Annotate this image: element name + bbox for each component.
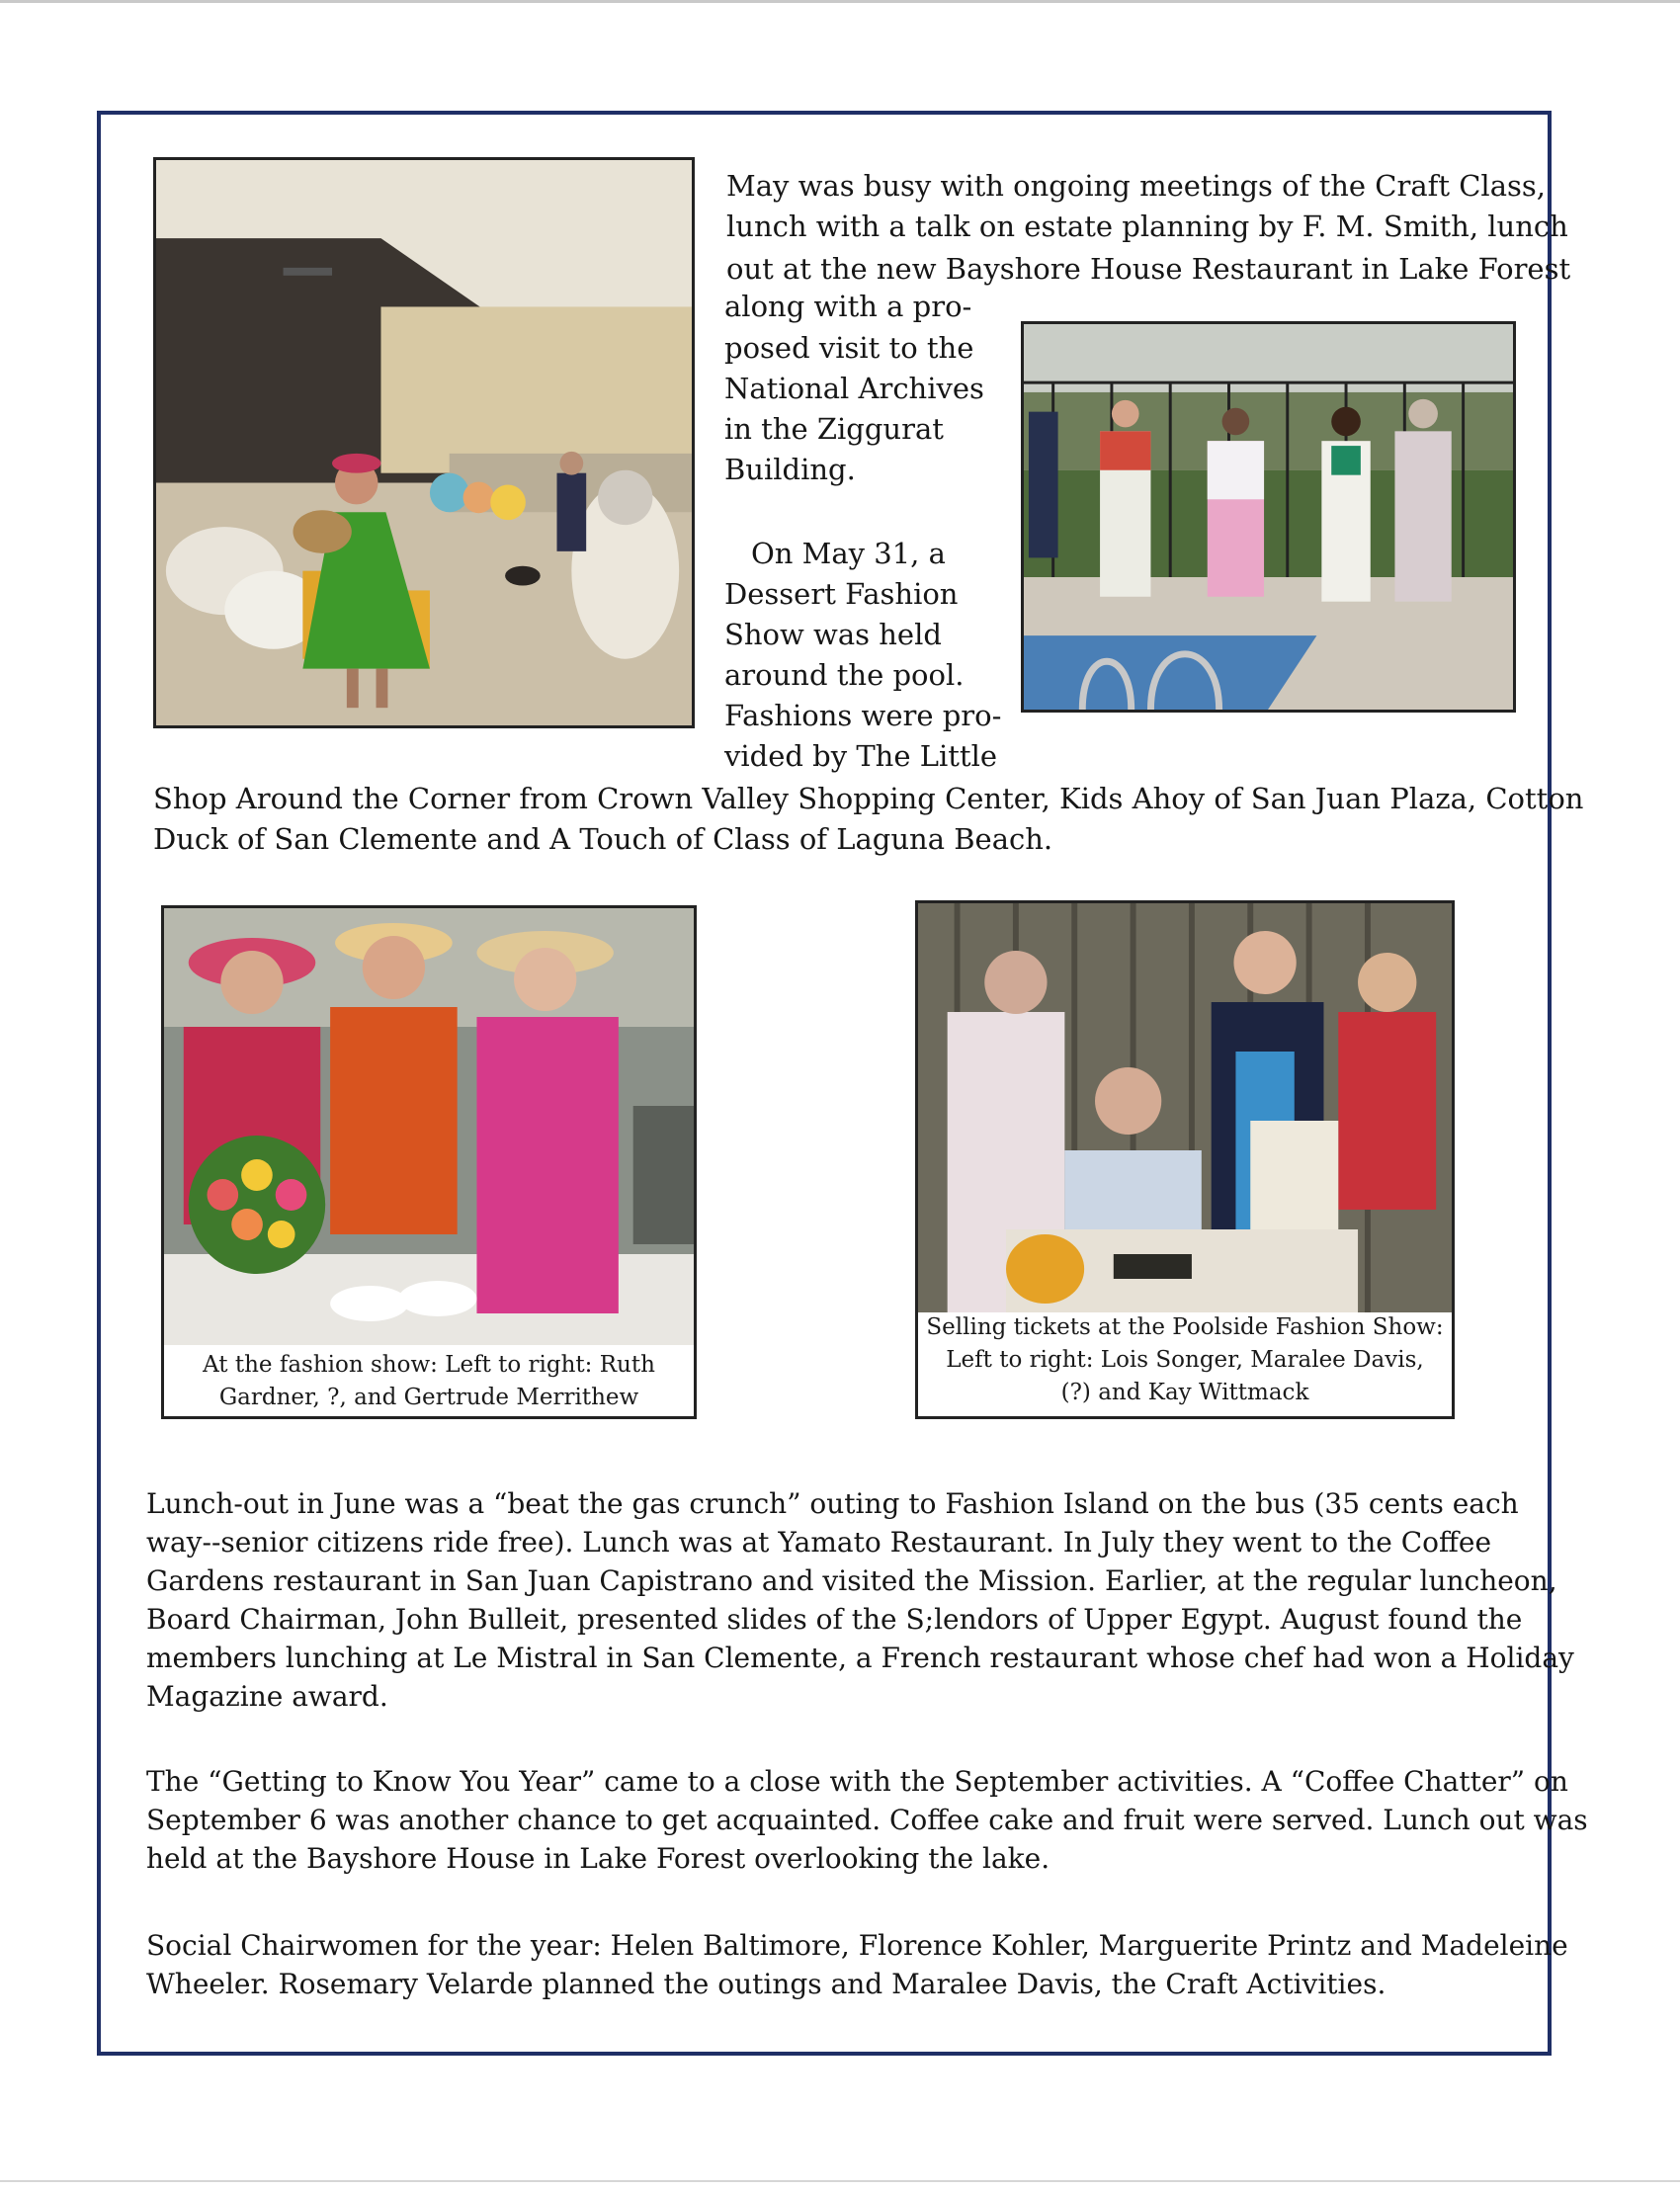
june-line: Gardens restaurant in San Juan Capistrano and visited the Mission. Earlier, at the regular luncheon, [146, 1564, 1557, 1597]
june-line: members lunching at Le Mistral in San Clemente, a French restaurant whose chef had won a Holiday [146, 1642, 1574, 1674]
intro-line: Building. [724, 453, 856, 486]
may31-line: On May 31, a [751, 537, 946, 570]
caption-right [918, 1311, 1452, 1409]
june-line: Lunch-out in June was a “beat the gas crunch” outing to Fashion Island on the bus (35 cents each [146, 1487, 1519, 1520]
may31-line: Fashions were pro- [724, 699, 1002, 732]
june-line: way--senior citizens ride free). Lunch was at Yamato Restaurant. In July they went to the Coffee [146, 1526, 1492, 1559]
shops-line: Shop Around the Corner from Crown Valley Shopping Center, Kids Ahoy of San Juan Plaza, Cotton [153, 782, 1584, 815]
intro-line: along with a pro- [724, 290, 972, 323]
caption-right-line: Selling tickets at the Poolside Fashion Show: [926, 1314, 1444, 1340]
intro-line: in the Ziggurat [724, 412, 944, 446]
caption-left-line: Gardner, ?, and Gertrude Merrithew [218, 1385, 639, 1410]
scan-edge-top [0, 0, 1680, 3]
photo-patio-luncheon [153, 157, 695, 728]
caption-right-line: (?) and Kay Wittmack [1060, 1380, 1309, 1405]
june-line: Magazine award. [146, 1680, 388, 1713]
scan-edge-bottom [0, 2180, 1680, 2182]
may31-line: around the pool. [724, 658, 965, 692]
may31-line: vided by The Little [724, 739, 998, 773]
intro-line: National Archives [724, 372, 984, 405]
intro-line: posed visit to the [724, 331, 974, 365]
photo-poolside-models [1021, 321, 1516, 713]
caption-right-line: Left to right: Lois Songer, Maralee Davis, [946, 1347, 1424, 1373]
september-line: The “Getting to Know You Year” came to a close with the September activities. A “Coffee Chatter” on [146, 1765, 1568, 1798]
caption-left-line: At the fashion show: Left to right: Ruth [203, 1352, 655, 1378]
september-line: September 6 was another chance to get acquainted. Coffee cake and fruit were served. Lunch out was [146, 1804, 1588, 1836]
intro-line: out at the new Bayshore House Restaurant in Lake Forest [726, 252, 1571, 286]
caption-left [164, 1349, 694, 1414]
social-line: Social Chairwomen for the year: Helen Baltimore, Florence Kohler, Marguerite Printz and Madeleine [146, 1929, 1568, 1962]
photo-ticket-sellers [915, 900, 1455, 1419]
may31-line: Dessert Fashion [724, 577, 959, 611]
social-line: Wheeler. Rosemary Velarde planned the outings and Maralee Davis, the Craft Activities. [146, 1968, 1386, 2000]
shops-line: Duck of San Clemente and A Touch of Class of Laguna Beach. [153, 822, 1053, 856]
may31-line: Show was held [724, 618, 942, 651]
september-line: held at the Bayshore House in Lake Forest overlooking the lake. [146, 1842, 1050, 1875]
photo-fashion-show-group [161, 905, 697, 1419]
intro-line: May was busy with ongoing meetings of the Craft Class, [726, 169, 1546, 203]
june-line: Board Chairman, John Bulleit, presented slides of the S;lendors of Upper Egypt. August found the [146, 1603, 1523, 1636]
intro-line: lunch with a talk on estate planning by F. M. Smith, lunch [726, 210, 1568, 243]
